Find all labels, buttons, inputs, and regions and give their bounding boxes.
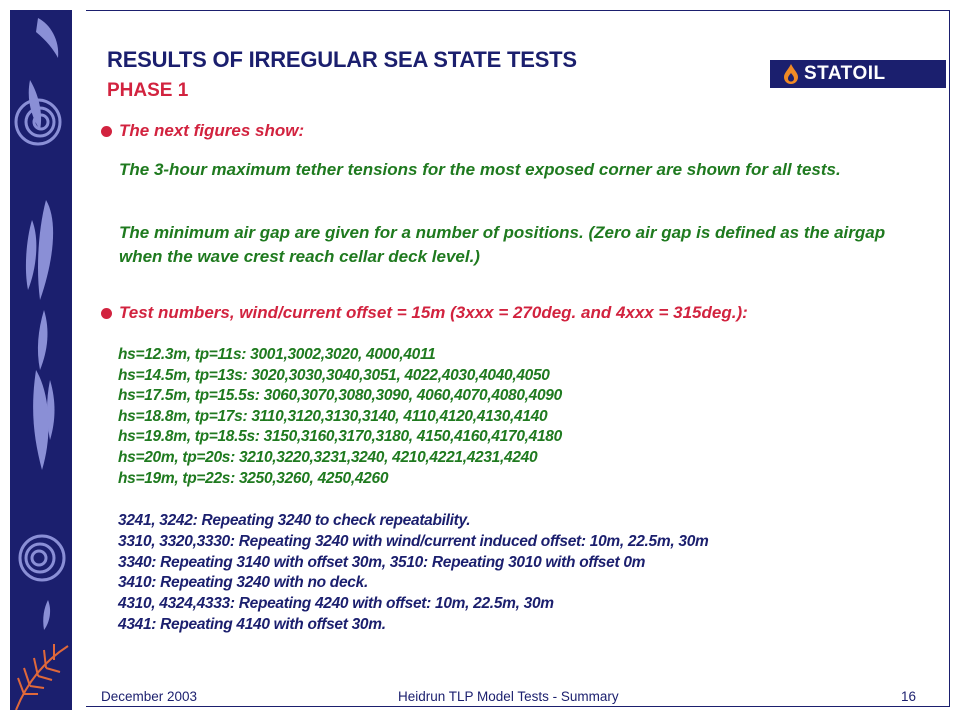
footer-page-number: 16 — [901, 689, 917, 704]
list-item: 3340: Repeating 3140 with offset 30m, 3510: Repeating 3010 with offset 0m — [118, 553, 646, 571]
list-item: hs=14.5m, tp=13s: 3020,3030,3040,3051, 4022,4030,4040,4050 — [118, 366, 550, 384]
frame-bottom-line — [86, 706, 950, 707]
list-item: hs=17.5m, tp=15.5s: 3060,3070,3080,3090, 4060,4070,4080,4090 — [118, 387, 562, 405]
list-item: 3310, 3320,3330: Repeating 3240 with wind/current induced offset: 10m, 22.5m, 30m — [118, 532, 709, 550]
list-item: hs=18.8m, tp=17s: 3110,3120,3130,3140, 4110,4120,4130,4140 — [118, 407, 548, 425]
list-item: hs=20m, tp=20s: 3210,3220,3231,3240, 4210,4221,4231,4240 — [118, 448, 538, 466]
bullet-1 — [101, 121, 304, 141]
bullet-dot-icon — [101, 126, 112, 137]
list-item: 3241, 3242: Repeating 3240 to check repeatability. — [118, 512, 471, 529]
bullet-dot-icon — [101, 308, 112, 319]
logo-text: STATOIL — [804, 63, 886, 84]
decorative-sidebar — [10, 10, 72, 710]
flame-icon — [784, 64, 798, 84]
bullet-2-heading: Test numbers, wind/current offset = 15m (3xxx = 270deg. and 4xxx = 315deg.): — [119, 303, 748, 322]
list-item: hs=19m, tp=22s: 3250,3260, 4250,4260 — [118, 469, 389, 487]
frame-right-line — [949, 10, 950, 707]
ammonite-icon — [20, 536, 64, 580]
statoil-logo — [770, 60, 946, 88]
test-number-list — [118, 345, 562, 489]
list-item: 4310, 4324,4333: Repeating 4240 with offset: 10m, 22.5m, 30m — [118, 595, 554, 613]
fern-icon — [16, 644, 68, 710]
footer-title: Heidrun TLP Model Tests - Summary — [398, 689, 619, 704]
slide-subtitle: PHASE 1 — [107, 80, 189, 101]
list-item: 3410: Repeating 3240 with no deck. — [118, 574, 368, 592]
paragraph-tether-tensions: The 3-hour maximum tether tensions for the most exposed corner are shown for all tests. — [119, 160, 841, 179]
paragraph-air-gap: The minimum air gap are given for a number of positions. (Zero air gap is defined as the airgap when the wave crest reach cellar deck level.) — [119, 223, 886, 266]
bullet-2 — [101, 303, 748, 323]
repeat-test-list — [118, 511, 709, 636]
slide-title: RESULTS OF IRREGULAR SEA STATE TESTS — [107, 47, 577, 72]
list-item: hs=12.3m, tp=11s: 3001,3002,3020, 4000,4011 — [118, 346, 436, 363]
feather-icon — [36, 18, 58, 58]
list-item: 4341: Repeating 4140 with offset 30m. — [118, 615, 386, 633]
list-item: hs=19.8m, tp=18.5s: 3150,3160,3170,3180, 4150,4160,4170,4180 — [118, 428, 562, 446]
seaweed-icon — [38, 200, 53, 300]
footer-date: December 2003 — [101, 689, 198, 704]
frame-top-line — [86, 10, 950, 11]
bullet-1-heading: The next figures show: — [119, 121, 305, 140]
